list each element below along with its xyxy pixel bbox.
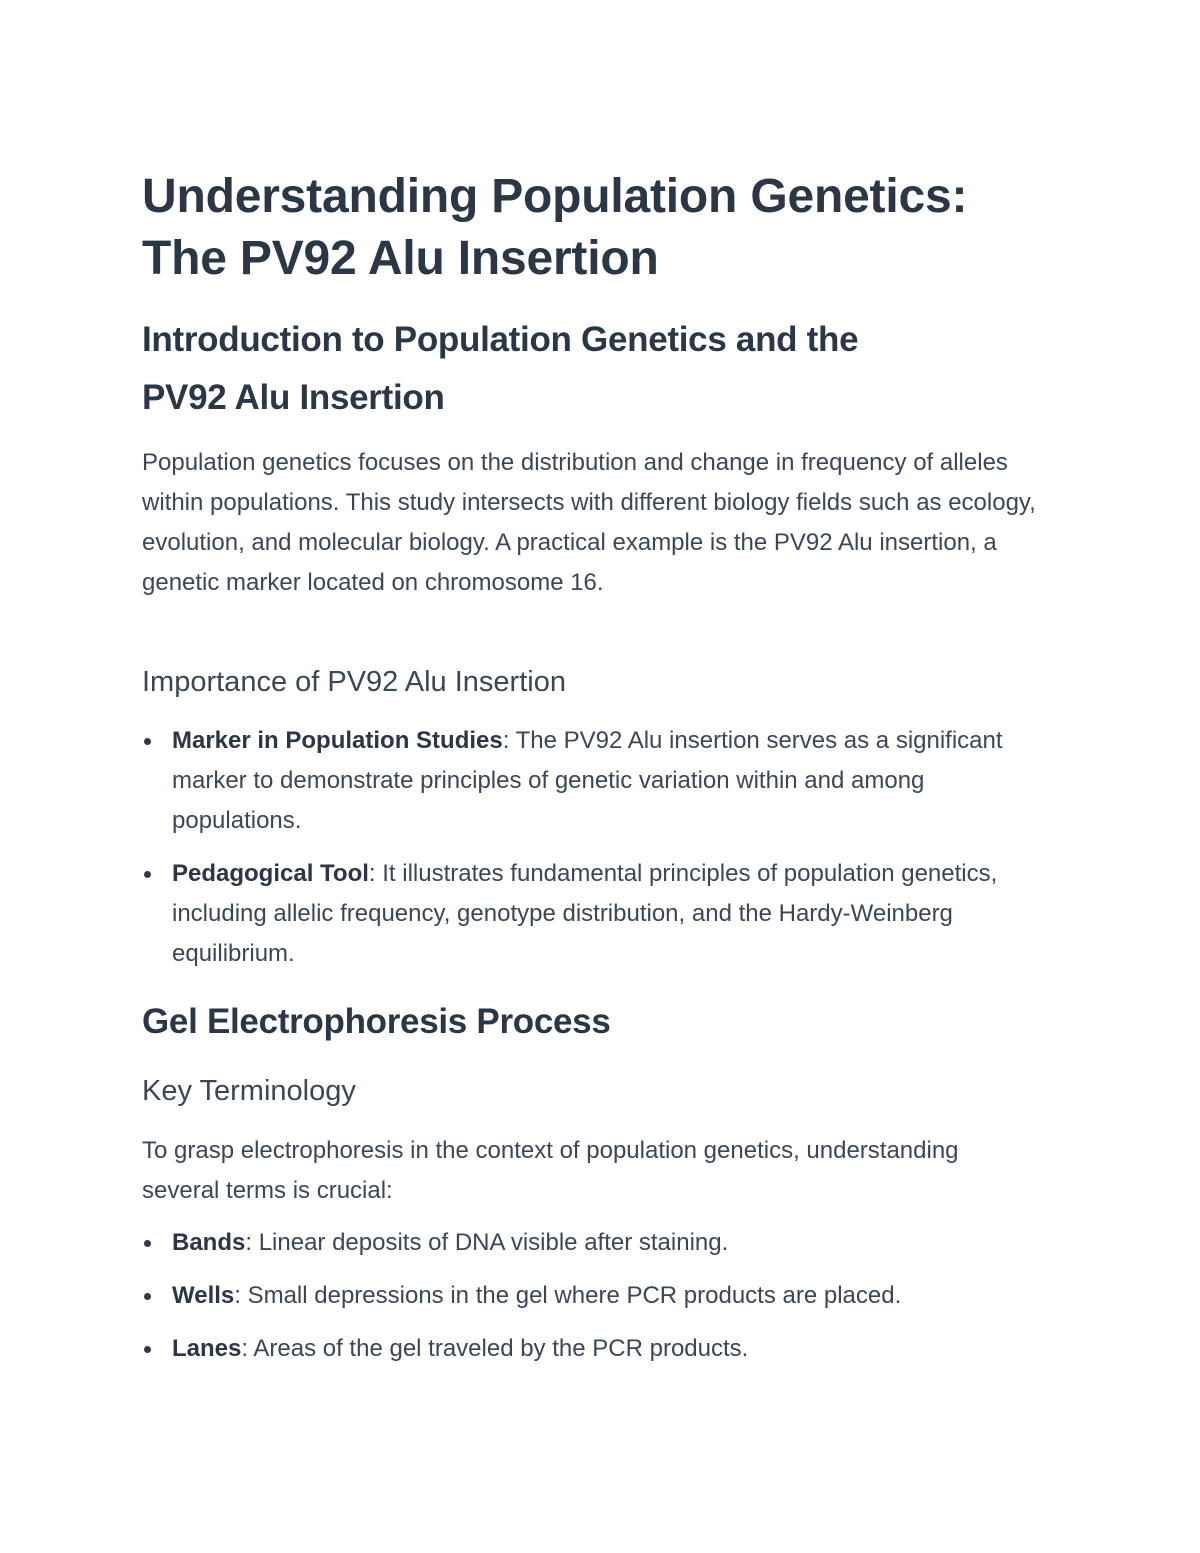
list-item-term: Lanes [172,1335,242,1362]
list-item [142,1276,1042,1316]
list-item-text: : Linear deposits of DNA visible after staining. [245,1229,729,1256]
list-item-text: : It illustrates fundamental principles of population genetics, including allelic frequency, genotype distribution, and the Hardy-Weinberg equilibrium. [172,860,998,967]
document-title [142,166,967,290]
intro-heading-line-1: Introduction to Population Genetics and the [142,320,859,359]
list-item-text: : Small depressions in the gel where PCR products are placed. [234,1282,902,1309]
list-item [142,1329,1042,1369]
list-item [142,721,1042,841]
importance-heading: Importance of PV92 Alu Insertion [142,666,566,698]
terminology-list [142,1223,1042,1369]
list-item-text: : Areas of the gel traveled by the PCR products. [241,1335,749,1362]
terminology-heading: Key Terminology [142,1075,356,1107]
list-item [142,1223,1042,1263]
document-title-line-1: Understanding Population Genetics: [142,170,968,223]
list-item [142,854,1042,974]
gel-heading: Gel Electrophoresis Process [142,1002,611,1041]
intro-heading [142,311,858,427]
importance-list [142,721,1042,974]
terminology-paragraph: To grasp electrophoresis in the context of population genetics, understanding several terms is crucial: [142,1137,959,1204]
list-item-term: Pedagogical Tool [172,860,369,887]
intro-paragraph: Population genetics focuses on the distribution and change in frequency of alleles within populations. This study intersects with different biology fields such as ecology, evolution, and molecular biology. A practical example is the PV92 Alu insertion, a genetic marker located on chromosome 16. [142,449,1036,596]
list-item-term: Wells [172,1282,235,1309]
document-title-line-2: The PV92 Alu Insertion [142,232,659,285]
intro-heading-line-2: PV92 Alu Insertion [142,378,445,417]
list-item-text: : The PV92 Alu insertion serves as a significant marker to demonstrate principles of genetic variation within and among populations. [172,727,1003,834]
list-item-term: Marker in Population Studies [172,727,503,754]
list-item-term: Bands [172,1229,246,1256]
